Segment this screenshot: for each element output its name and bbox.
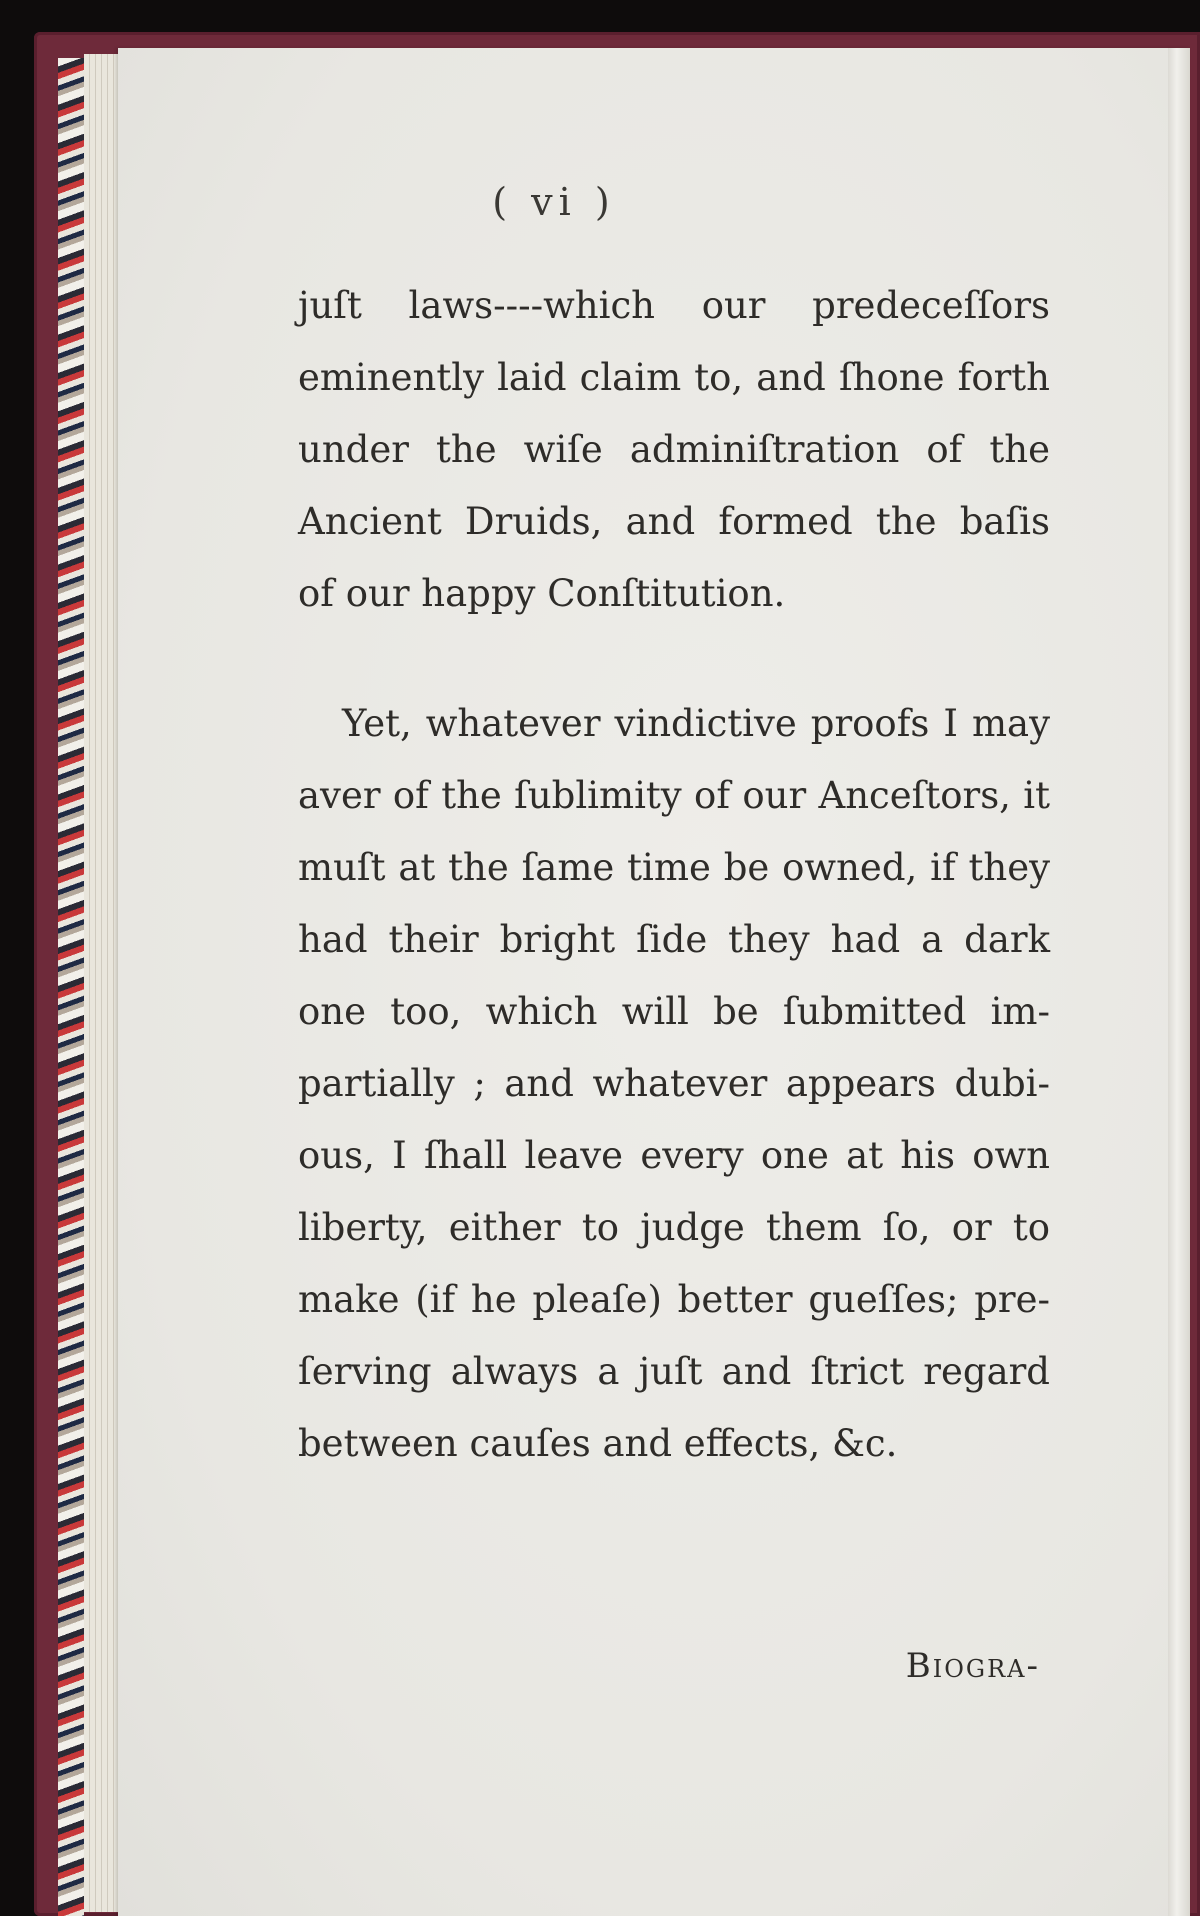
text-line: under the wiſe adminiſtration of the (298, 428, 1050, 471)
text-line: liberty, either to judge them ſo, or to (298, 1206, 1050, 1249)
text-line: juſt laws----which our predeceſſors (298, 284, 1050, 327)
text-line: aver of the ſublimity of our Anceſtors, it (298, 774, 1050, 817)
text-line: had their bright ſide they had a dark (298, 918, 1050, 961)
text-line: one too, which will be ſubmitted im- (298, 990, 1050, 1033)
page-number-header: ( vi ) (492, 180, 616, 224)
text-line: Yet, whatever vindictive proofs I may (342, 702, 1050, 745)
page-fore-edge (1168, 48, 1190, 1916)
text-line: ſerving always a juſt and ſtrict regard (298, 1350, 1050, 1393)
text-line: of our happy Conſtitution. (298, 572, 786, 615)
text-line: ous, I ſhall leave every one at his own (298, 1134, 1050, 1177)
text-line: make (if he pleaſe) better gueſſes; pre- (298, 1278, 1050, 1321)
body-text (298, 270, 1050, 1480)
paragraph-gap (298, 630, 1050, 688)
book-page (118, 48, 1190, 1916)
marbled-endpaper (58, 58, 84, 1916)
text-line: muſt at the ſame time be owned, if they (298, 846, 1050, 889)
text-line: partially ; and whatever appears dubi- (298, 1062, 1050, 1105)
text-line: Ancient Druids, and formed the baſis (298, 500, 1050, 543)
catchword: Biogra- (905, 1646, 1040, 1686)
text-line: between cauſes and effects, &c. (298, 1422, 898, 1465)
text-line: eminently laid claim to, and ſhone forth (298, 356, 1050, 399)
